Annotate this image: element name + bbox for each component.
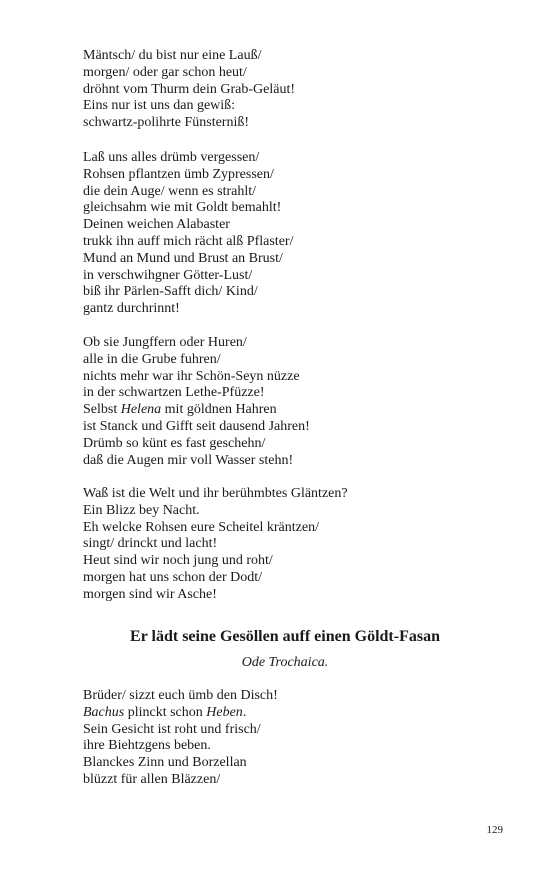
verse-line: gantz durchrinnt! bbox=[83, 301, 180, 317]
verse-line: Sein Gesicht ist roht und frisch/ bbox=[83, 721, 261, 737]
verse-line: morgen/ oder gar schon heut/ bbox=[83, 64, 247, 80]
verse-line: Brüder/ sizzt euch ümb den Disch! bbox=[83, 688, 278, 703]
verse-line: in verschwihgner Götter-Lust/ bbox=[83, 267, 253, 283]
verse-line: in der schwartzen Lethe-Pfüzze! bbox=[83, 385, 265, 401]
verse-line: ihre Biehtzgens beben. bbox=[83, 738, 211, 754]
verse-line: dröhnt vom Thurm dein Grab-Geläut! bbox=[83, 81, 296, 97]
verse-line: Mäntsch/ du bist nur eine Lauß/ bbox=[83, 48, 262, 63]
verse-line: schwartz-polihrte Fünsterniß! bbox=[83, 115, 250, 131]
verse-line: nichts mehr war ihr Schön-Seyn nüzze bbox=[83, 368, 300, 384]
stanza-1 bbox=[83, 48, 295, 132]
verse-line: Blanckes Zinn und Borzellan bbox=[83, 755, 247, 771]
verse-line: Mund an Mund und Brust an Brust/ bbox=[83, 250, 283, 266]
verse-line-bachus: Bachus plinckt schon Heben. bbox=[83, 704, 247, 720]
verse-line: alle in die Grube fuhren/ bbox=[83, 351, 221, 367]
verse-line: daß die Augen mir voll Wasser stehn! bbox=[83, 452, 294, 468]
stanza-4 bbox=[83, 486, 348, 604]
verse-line: biß ihr Pärlen-Safft dich/ Kind/ bbox=[83, 284, 258, 300]
verse-line: singt/ drinckt und lacht! bbox=[83, 536, 218, 552]
verse-line: Laß uns alles drümb vergessen/ bbox=[83, 150, 260, 165]
page-number: 129 bbox=[486, 824, 503, 836]
verse-line: Waß ist die Welt und ihr berühmbtes Gläntzen? bbox=[83, 486, 348, 501]
verse-line: morgen sind wir Asche! bbox=[83, 586, 217, 602]
verse-line-helena: Selbst Helena mit göldnen Hahren bbox=[83, 402, 277, 418]
stanza-next-poem bbox=[83, 688, 278, 789]
verse-line: morgen hat uns schon der Dodt/ bbox=[83, 569, 262, 585]
verse-line: trukk ihn auff mich rächt alß Pflaster/ bbox=[83, 233, 294, 249]
stanza-3 bbox=[83, 335, 310, 469]
verse-line: Eh welcke Rohsen eure Scheitel kräntzen/ bbox=[83, 519, 319, 535]
verse-line: Ein Blizz bey Nacht. bbox=[83, 502, 200, 518]
verse-line: blüzzt für allen Bläzzen/ bbox=[83, 771, 221, 787]
verse-line: Deinen weichen Alabaster bbox=[83, 217, 230, 233]
verse-line: gleichsahm wie mit Goldt bemahlt! bbox=[83, 200, 282, 216]
verse-line: Eins nur ist uns dan gewiß: bbox=[83, 98, 236, 114]
verse-line: Rohsen pflantzen ümb Zypressen/ bbox=[83, 166, 274, 182]
verse-line: die dein Auge/ wenn es strahlt/ bbox=[83, 183, 257, 199]
poem-title: Er lädt seine Gesöllen auff einen Göldt-Fasan bbox=[130, 628, 440, 645]
verse-line: ist Stanck und Gifft seit dausend Jahren! bbox=[83, 418, 310, 434]
verse-line: Drümb so künt es fast geschehn/ bbox=[83, 435, 266, 451]
verse-line: Ob sie Jungffern oder Huren/ bbox=[83, 335, 247, 350]
poem-subtitle: Ode Trochaica. bbox=[241, 655, 329, 670]
stanza-2 bbox=[83, 150, 293, 318]
verse-line: Heut sind wir noch jung und roht/ bbox=[83, 553, 273, 569]
